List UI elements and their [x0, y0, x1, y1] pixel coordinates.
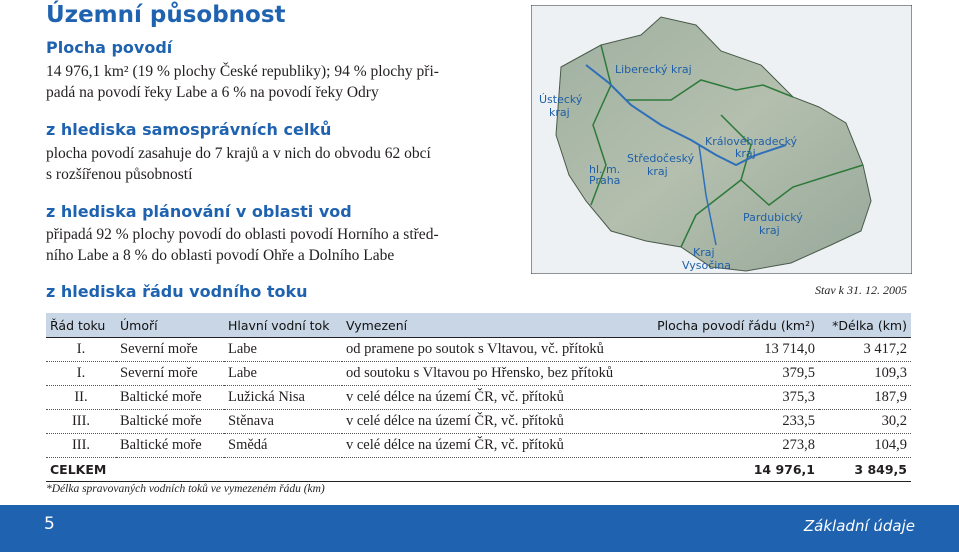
- footer-section-title: Základní údaje: [803, 517, 915, 535]
- total-delka: 3 849,5: [819, 458, 911, 482]
- cell-plocha: 379,5: [641, 362, 819, 386]
- paragraph-line: připadá 92 % plochy povodí do oblasti povodí Horního a střed-: [46, 226, 439, 243]
- heading-planovani-vod: z hlediska plánování v oblasti vod: [46, 202, 352, 221]
- river-order-table: [46, 313, 911, 482]
- table-row: [46, 362, 911, 386]
- map-label-liberecky: Liberecký kraj: [615, 63, 692, 76]
- cell-umori: Baltické moře: [116, 434, 224, 458]
- cell-vymezeni: v celé délce na území ČR, vč. přítoků: [342, 410, 641, 434]
- cell-vymezeni: v celé délce na území ČR, vč. přítoků: [342, 386, 641, 410]
- cell-delka: 109,3: [819, 362, 911, 386]
- footnote: *Délka spravovaných vodních toků ve vymezeném řádu (km): [46, 483, 325, 495]
- paragraph-plocha-povodi: [46, 61, 516, 103]
- paragraph-line: 14 976,1 km² (19 % plochy České republiky); 94 % plochy při-: [46, 63, 439, 80]
- table-row: [46, 338, 911, 362]
- column-header-delka: *Délka (km): [819, 313, 911, 338]
- cell-plocha: 233,5: [641, 410, 819, 434]
- cell-hlavni-tok: Smědá: [224, 434, 342, 458]
- map-label-stredocesky: Středočeský: [627, 152, 695, 165]
- cell-vymezeni: od soutoku s Vltavou po Hřensko, bez přítoků: [342, 362, 641, 386]
- cell-rad-toku: III.: [46, 410, 116, 434]
- cell-delka: 3 417,2: [819, 338, 911, 362]
- column-header-rad-toku: Řád toku: [46, 313, 116, 338]
- table-total-row: [46, 458, 911, 482]
- cell-rad-toku: I.: [46, 338, 116, 362]
- table-row: [46, 434, 911, 458]
- map-label-praha: Praha: [589, 174, 621, 187]
- cell-rad-toku: III.: [46, 434, 116, 458]
- heading-plocha-povodi: Plocha povodí: [46, 38, 173, 57]
- table-row: [46, 386, 911, 410]
- map-label-praha: hl. m.: [589, 163, 621, 176]
- status-date: Stav k 31. 12. 2005: [815, 283, 907, 297]
- map-label-stredocesky: kraj: [647, 165, 668, 178]
- cell-umori: Baltické moře: [116, 386, 224, 410]
- table-row: [46, 410, 911, 434]
- map-label-vysocina: Kraj: [693, 246, 715, 259]
- column-header-umori: Úmoří: [116, 313, 224, 338]
- page-number: 5: [44, 514, 55, 534]
- cell-vymezeni: od pramene po soutok s Vltavou, vč. přítoků: [342, 338, 641, 362]
- map-label-ustecky: Ústecký: [539, 93, 583, 106]
- map-label-kralovehradecky: kraj: [735, 147, 756, 160]
- cell-plocha: 375,3: [641, 386, 819, 410]
- table-header-row: [46, 313, 911, 338]
- cell-delka: 187,9: [819, 386, 911, 410]
- cell-vymezeni: v celé délce na území ČR, vč. přítoků: [342, 434, 641, 458]
- cell-umori: Baltické moře: [116, 410, 224, 434]
- cell-umori: Severní moře: [116, 362, 224, 386]
- cell-hlavni-tok: Labe: [224, 338, 342, 362]
- total-plocha: 14 976,1: [641, 458, 819, 482]
- paragraph-samospravni-celky: [46, 143, 516, 185]
- column-header-plocha: Plocha povodí řádu (km²): [641, 313, 819, 338]
- cell-umori: Severní moře: [116, 338, 224, 362]
- map-label-kralovehradecky: Královéhradecký: [705, 135, 798, 148]
- paragraph-line: s rozšířenou působností: [46, 166, 193, 183]
- cell-rad-toku: II.: [46, 386, 116, 410]
- heading-samospravni-celky: z hlediska samosprávních celků: [46, 120, 332, 139]
- paragraph-line: padá na povodí řeky Labe a 6 % na povodí řeky Odry: [46, 84, 379, 101]
- cell-hlavni-tok: Labe: [224, 362, 342, 386]
- heading-rad-vodniho-toku: z hlediska řádu vodního toku: [46, 282, 308, 301]
- map-label-pardubicky: Pardubický: [743, 211, 803, 224]
- column-header-vymezeni: Vymezení: [342, 313, 641, 338]
- cell-rad-toku: I.: [46, 362, 116, 386]
- cell-delka: 30,2: [819, 410, 911, 434]
- paragraph-line: plocha povodí zasahuje do 7 krajů a v nich do obvodu 62 obcí: [46, 145, 431, 162]
- cell-plocha: 273,8: [641, 434, 819, 458]
- cell-hlavni-tok: Stěnava: [224, 410, 342, 434]
- region-map: [531, 5, 912, 274]
- total-label: CELKEM: [46, 458, 641, 482]
- cell-plocha: 13 714,0: [641, 338, 819, 362]
- column-header-hlavni-tok: Hlavní vodní tok: [224, 313, 342, 338]
- cell-delka: 104,9: [819, 434, 911, 458]
- paragraph-line: ního Labe a 8 % do oblasti povodí Ohře a Dolního Labe: [46, 247, 395, 264]
- page-footer: [0, 505, 959, 552]
- map-label-vysocina: Vysočina: [682, 259, 732, 272]
- map-label-pardubicky: kraj: [759, 224, 780, 237]
- paragraph-planovani-vod: [46, 224, 516, 266]
- page-title: Územní působnost: [46, 2, 286, 28]
- cell-hlavni-tok: Lužická Nisa: [224, 386, 342, 410]
- map-label-ustecky: kraj: [549, 106, 570, 119]
